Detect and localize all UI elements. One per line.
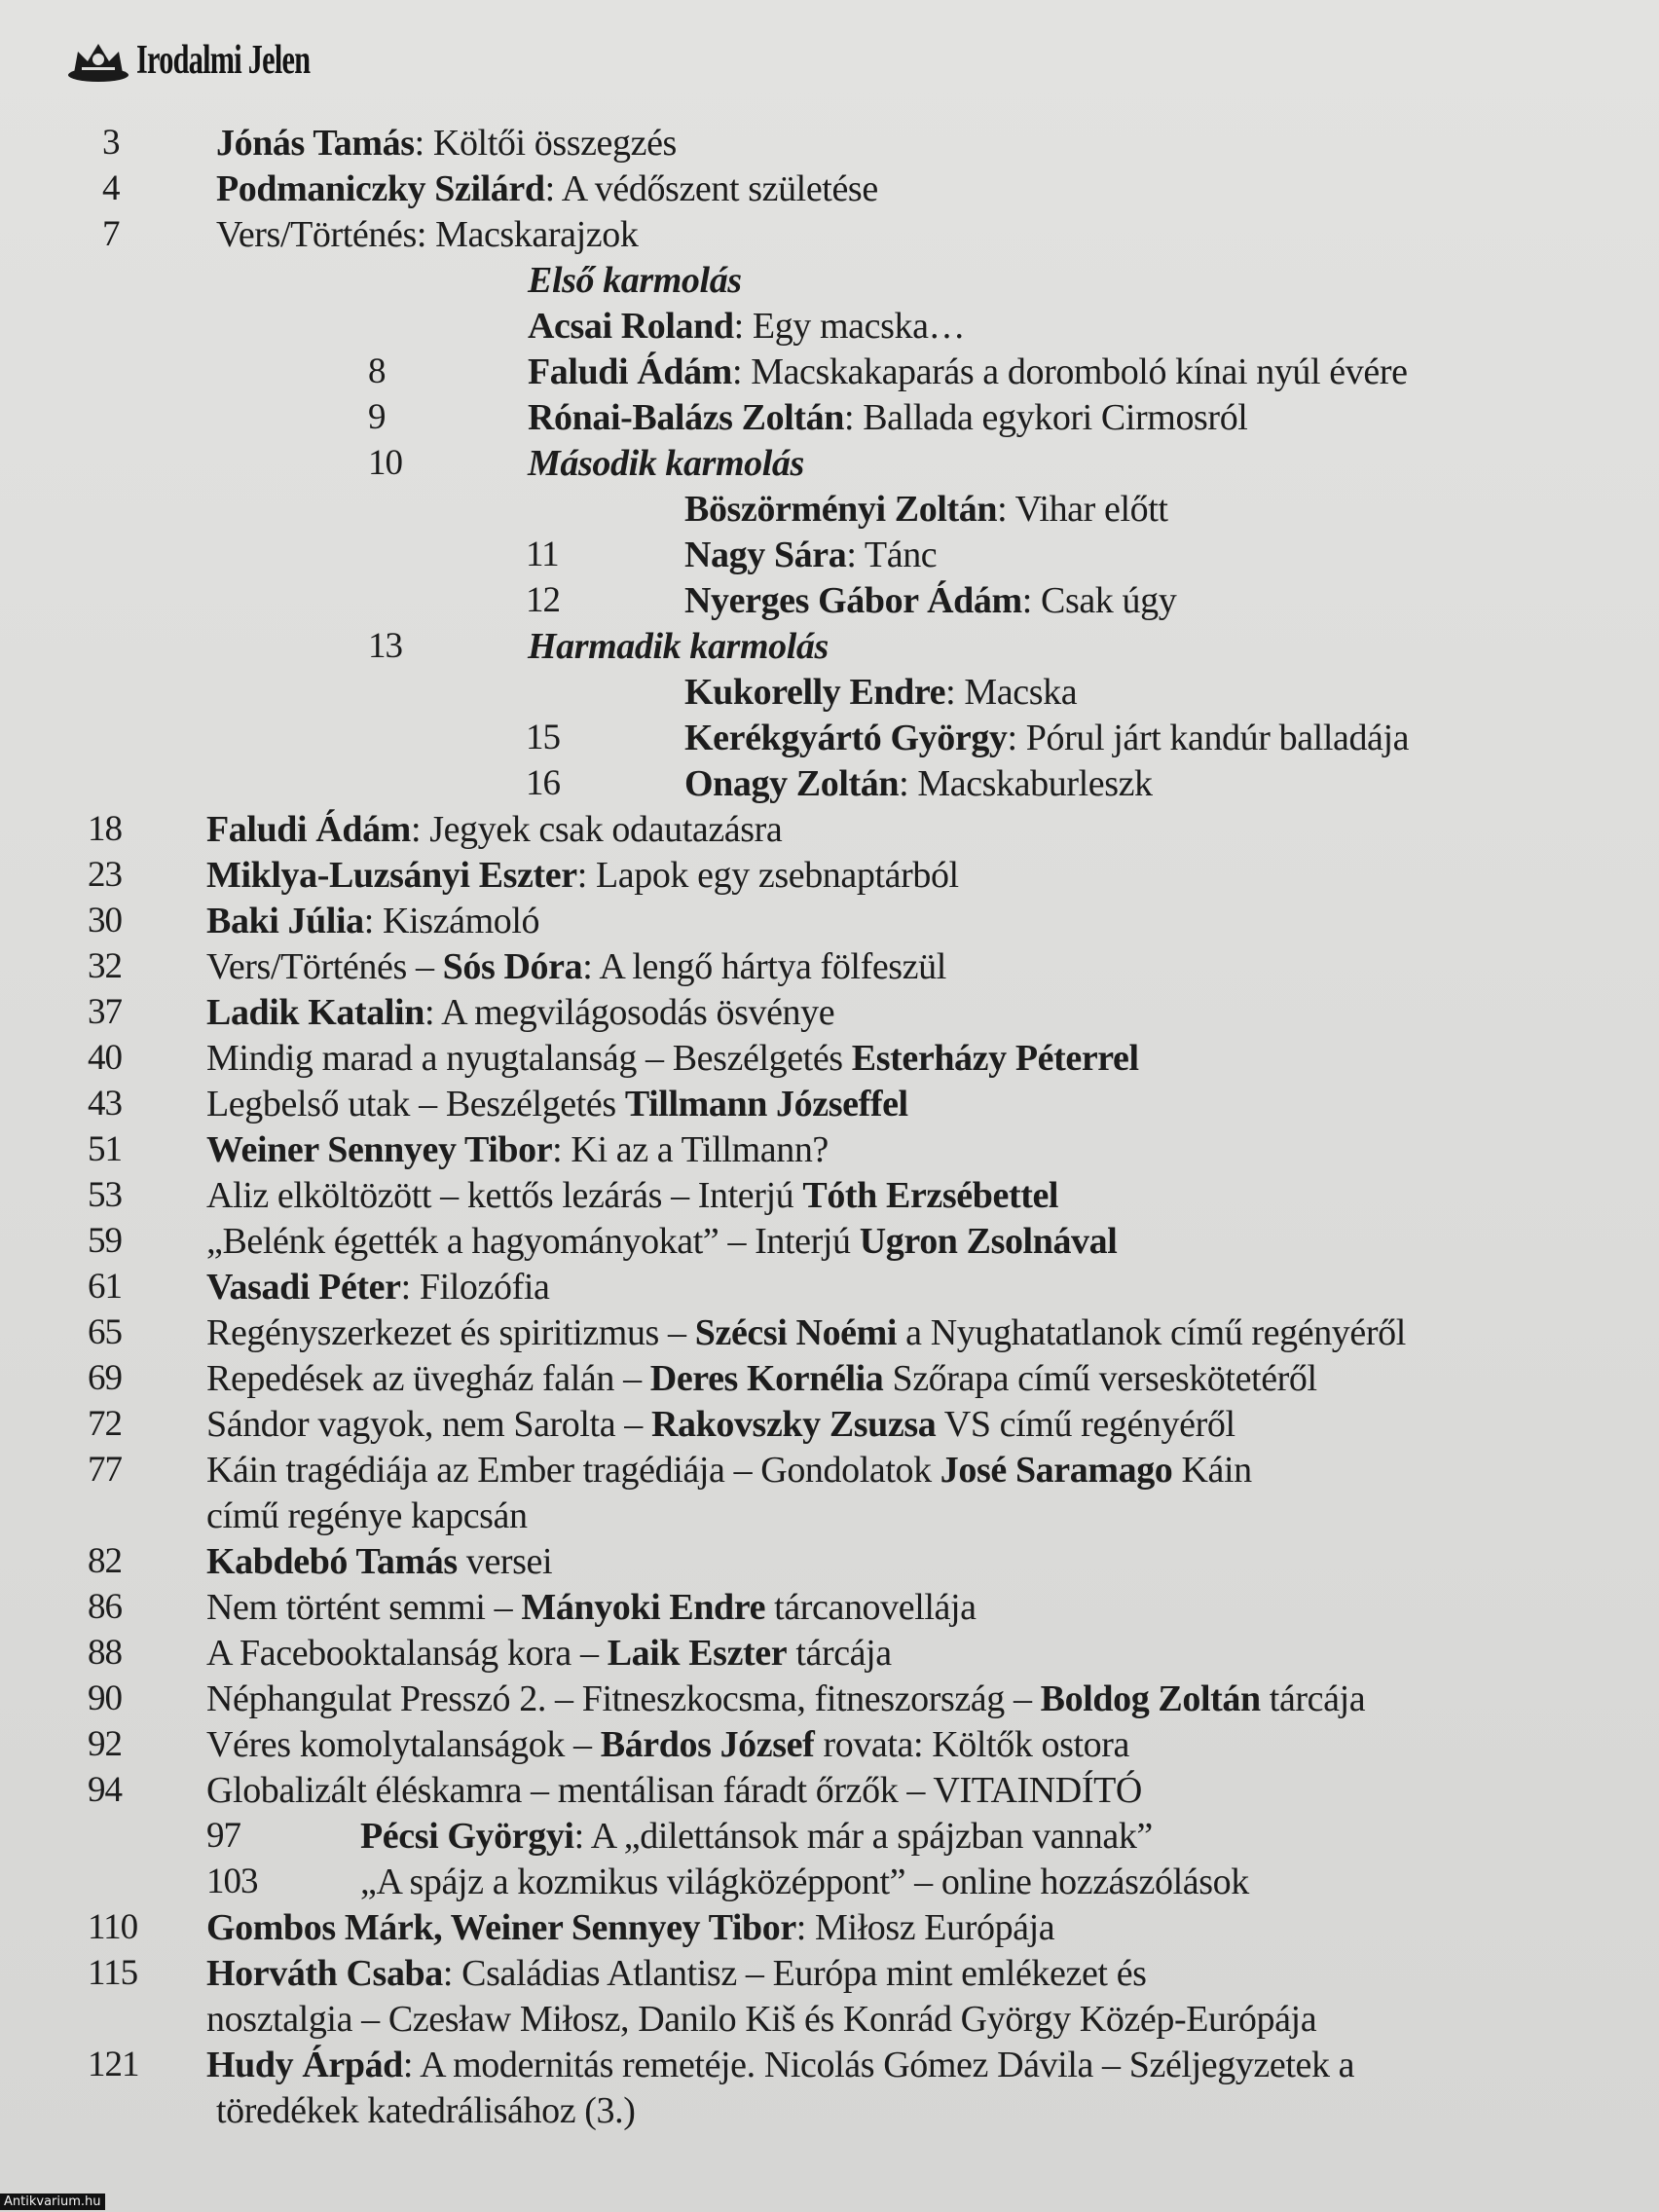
page-number: 121 [88, 2045, 139, 2084]
toc-entry: Kabdebó Tamás versei [206, 1541, 553, 1582]
page-number: 7 [102, 214, 120, 254]
toc-entry: Faludi Ádám: Macskakaparás a doromboló kínai nyúl évére [528, 351, 1408, 392]
toc-entry: Vers/Történés – Sós Dóra: A lengő hártya fölfeszül [206, 946, 946, 987]
page-number: 110 [88, 1907, 138, 1947]
toc-entry: Aliz elköltözött – kettős lezárás – Interjú Tóth Erzsébettel [206, 1175, 1059, 1216]
toc-entry: Böszörményi Zoltán: Vihar előtt [684, 489, 1168, 530]
page-number: 90 [88, 1678, 122, 1718]
page-number: 69 [88, 1358, 122, 1398]
toc-entry: „A spájz a kozmikus világközéppont” – online hozzászólások [360, 1862, 1249, 1902]
page-number: 72 [88, 1404, 122, 1444]
toc-entry: Horváth Csaba: Családias Atlantisz – Európa mint emlékezet és [206, 1953, 1147, 1994]
page-number: 103 [206, 1862, 258, 1901]
toc-entry: Kukorelly Endre: Macska [684, 672, 1078, 713]
toc-entry: című regénye kapcsán [206, 1495, 528, 1536]
page-number: 4 [102, 168, 120, 208]
toc-entry: Hudy Árpád: A modernitás remetéje. Nicolás Gómez Dávila – Széljegyzetek a [206, 2045, 1355, 2085]
toc-entry: Gombos Márk, Weiner Sennyey Tibor: Miłosz Európája [206, 1907, 1055, 1948]
page-number: 61 [88, 1267, 122, 1307]
toc-entry: Jónás Tamás: Költői összegzés [216, 123, 677, 164]
page-number: 53 [88, 1175, 122, 1215]
toc-entry: Harmadik karmolás [528, 626, 829, 667]
toc-entry: Baki Júlia: Kiszámoló [206, 901, 540, 941]
toc-entry: Rónai-Balázs Zoltán: Ballada egykori Cirmosról [528, 397, 1248, 438]
page-number: 82 [88, 1541, 122, 1581]
toc-entry: Vers/Történés: Macskarajzok [216, 214, 639, 255]
page-number: 59 [88, 1221, 122, 1261]
page-number: 3 [102, 123, 120, 163]
page-number: 92 [88, 1724, 122, 1764]
toc-entry: Ladik Katalin: A megvilágosodás ösvénye [206, 992, 835, 1033]
toc-entry: Pécsi Györgyi: A „dilettánsok már a spájzban vannak” [360, 1816, 1153, 1857]
page-number: 15 [526, 718, 560, 757]
toc-entry: Mindig marad a nyugtalanság – Beszélgetés Esterházy Péterrel [206, 1038, 1139, 1079]
toc-entry: Nagy Sára: Tánc [684, 535, 938, 575]
page-number: 65 [88, 1312, 122, 1352]
page-number: 43 [88, 1084, 122, 1124]
page-number: 8 [368, 351, 386, 391]
page-number: 10 [368, 443, 402, 483]
toc-entry: Repedések az üvegház falán – Deres Kornélia Szőrapa című verseskötetéről [206, 1358, 1317, 1399]
toc-entry: Kerékgyártó György: Pórul járt kandúr balladája [684, 718, 1410, 758]
toc-entry: Véres komolytalanságok – Bárdos József rovata: Költők ostora [206, 1724, 1129, 1765]
toc-entry: Káin tragédiája az Ember tragédiája – Gondolatok José Saramago Káin [206, 1450, 1252, 1491]
toc-entry: Legbelső utak – Beszélgetés Tillmann Józseffel [206, 1084, 908, 1124]
toc-entry: Nem történt semmi – Mányoki Endre tárcanovellája [206, 1587, 977, 1628]
toc-entry: Néphangulat Presszó 2. – Fitneszkocsma, fitneszország – Boldog Zoltán tárcája [206, 1678, 1366, 1719]
toc-entry: Acsai Roland: Egy macska… [528, 306, 966, 347]
page-number: 37 [88, 992, 122, 1032]
toc-entry: nosztalgia – Czesław Miłosz, Danilo Kiš és Konrád György Közép-Európája [206, 1999, 1317, 2040]
toc-entry: Vasadi Péter: Filozófia [206, 1267, 550, 1308]
toc-entry: Második karmolás [528, 443, 804, 484]
masthead-title: Irodalmi Jelen [136, 38, 311, 83]
toc-entry: „Belénk égették a hagyományokat” – Interjú Ugron Zsolnával [206, 1221, 1118, 1262]
page-number: 86 [88, 1587, 122, 1627]
toc-entry: Globalizált éléskamra – mentálisan fáradt őrzők – VITAINDÍTÓ [206, 1770, 1142, 1811]
toc-entry: A Facebooktalanság kora – Laik Eszter tárcája [206, 1633, 892, 1674]
toc-entry: Podmaniczky Szilárd: A védőszent születése [216, 168, 878, 209]
page-number: 115 [88, 1953, 138, 1993]
toc-entry: Sándor vagyok, nem Sarolta – Rakovszky Zsuzsa VS című regényéről [206, 1404, 1235, 1445]
toc-entry: Onagy Zoltán: Macskaburleszk [684, 763, 1153, 804]
page-number: 23 [88, 855, 122, 895]
page-number: 11 [526, 535, 559, 574]
watermark: Antikvarium.hu [0, 2194, 105, 2210]
page-number: 18 [88, 809, 122, 849]
page-number: 13 [368, 626, 402, 666]
toc-entry: Faludi Ádám: Jegyek csak odautazásra [206, 809, 783, 850]
page-number: 51 [88, 1129, 122, 1169]
page-number: 16 [526, 763, 560, 803]
page-number: 12 [526, 580, 560, 620]
page-number: 40 [88, 1038, 122, 1078]
toc-entry: Miklya-Luzsányi Eszter: Lapok egy zsebnaptárból [206, 855, 959, 896]
page-number: 88 [88, 1633, 122, 1673]
page-number: 94 [88, 1770, 122, 1810]
toc-entry: Regényszerkezet és spiritizmus – Szécsi Noémi a Nyughatatlanok című regényéről [206, 1312, 1406, 1353]
page-number: 32 [88, 946, 122, 986]
toc-entry: Első karmolás [528, 260, 742, 301]
page-number: 77 [88, 1450, 122, 1490]
toc-entry: Weiner Sennyey Tibor: Ki az a Tillmann? [206, 1129, 829, 1170]
toc-entry: töredékek katedrálisához (3.) [216, 2090, 636, 2131]
page-number: 30 [88, 901, 122, 940]
page-number: 97 [206, 1816, 240, 1856]
page-number: 9 [368, 397, 386, 437]
toc-entry: Nyerges Gábor Ádám: Csak úgy [684, 580, 1177, 621]
